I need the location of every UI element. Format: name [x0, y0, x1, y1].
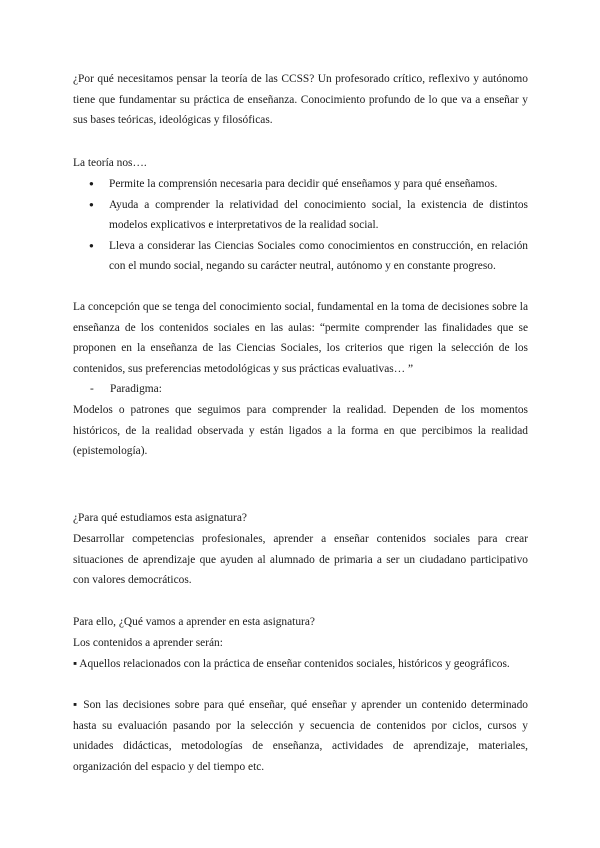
what-learn-question: Para ello, ¿Qué vamos a aprender en esta asignatura?: [73, 616, 315, 628]
list-item: ▪ Aquellos relacionados con la práctica de enseñar contenidos sociales, históricos y geográficos.: [73, 658, 510, 670]
what-learn-lead: Los contenidos a aprender serán:: [73, 637, 223, 649]
why-subject-question: ¿Para qué estudiamos esta asignatura?: [73, 512, 247, 524]
dash-marker: -: [90, 383, 94, 395]
intro-paragraph: ¿Por qué necesitamos pensar la teoría de las CCSS? Un profesorado crítico, reflexivo y autónomo tiene que fundamentar su práctica de enseñanza. Conocimiento profundo de lo que va a enseñar y sus bases teóricas, ideológicas y filosóficas.: [73, 73, 528, 126]
conception-paragraph: La concepción que se tenga del conocimiento social, fundamental en la toma de decisiones sobre la enseñanza de los contenidos sociales en las aulas: “permite comprender las finalidades que se proponen en la enseñanza de las Ciencias Sociales, los criterios que rigen la selección de los contenidos, sus preferencias metodológicas y sus prácticas evaluativas… ”: [73, 301, 528, 375]
list-item: ▪ Son las decisiones sobre para qué enseñar, qué enseñar y aprender un contenido determinado hasta su evaluación pasando por la selección y secuencia de contenidos por ciclos, cursos y unidades didácticas, metodologías de enseñanza, actividades de aprendizaje, materiales, organización del espacio y del tiempo etc.: [73, 699, 528, 773]
theory-lead: La teoría nos….: [73, 157, 147, 169]
paradigm-heading: [90, 379, 162, 400]
theory-bullet-list: [73, 174, 528, 277]
list-item: ● Lleva a considerar las Ciencias Sociales como conocimientos en construcción, en relación con el mundo social, negando su carácter neutral, autónomo y en constante progreso.: [73, 236, 528, 277]
paradigm-label: Paradigma:: [110, 383, 162, 395]
list-item: ● Ayuda a comprender la relatividad del conocimiento social, la existencia de distintos modelos explicativos e interpretativos de la realidad social.: [73, 195, 528, 236]
paradigm-definition: Modelos o patrones que seguimos para comprender la realidad. Dependen de los momentos históricos, de la realidad observada y están ligados a la forma en que percibimos la realidad (epistemología).: [73, 404, 528, 457]
list-item: ● Permite la comprensión necesaria para decidir qué enseñamos y para qué enseñamos.: [73, 174, 528, 195]
why-subject-answer: Desarrollar competencias profesionales, aprender a enseñar contenidos sociales para crear situaciones de aprendizaje que ayuden al alumnado de primaria a ser un ciudadano participativo con valores democráticos.: [73, 533, 528, 586]
